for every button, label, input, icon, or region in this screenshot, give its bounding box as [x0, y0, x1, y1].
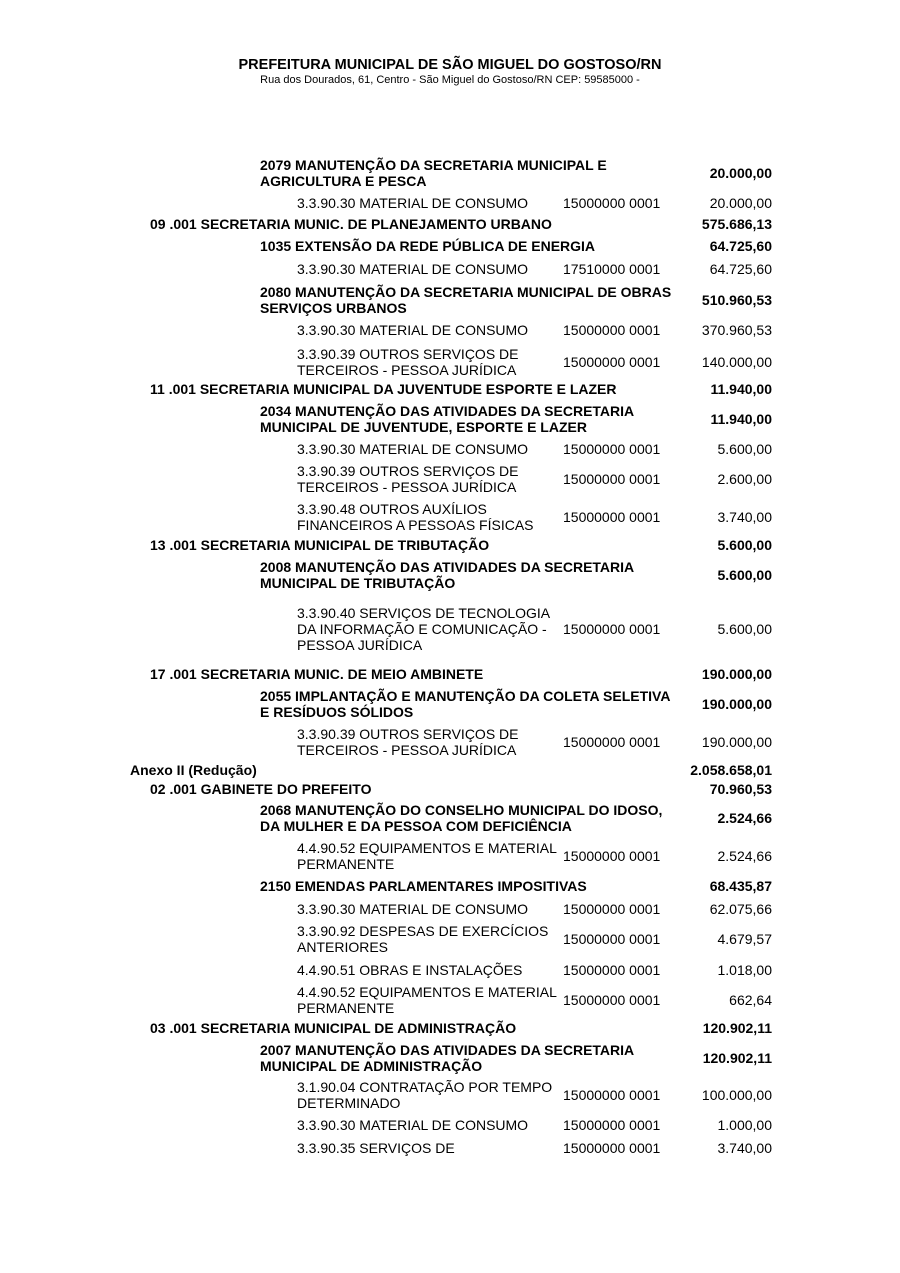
row-fonte	[563, 665, 671, 683]
table-row	[0, 321, 900, 339]
row-fonte	[563, 536, 671, 554]
row-value: 64.725,60	[709, 261, 772, 277]
row-description: 09 .001 SECRETARIA MUNIC. DE PLANEJAMENTO URBANO	[150, 216, 552, 232]
row-value: 11.940,00	[710, 411, 772, 427]
row-fonte: 15000000 0001	[563, 848, 661, 864]
table-row	[0, 237, 900, 255]
table-row	[0, 536, 900, 554]
row-value: 140.000,00	[701, 354, 772, 370]
row-fonte	[563, 686, 671, 722]
row-description: 3.3.90.30 MATERIAL DE CONSUMO	[297, 1117, 529, 1133]
table-row	[0, 961, 900, 979]
row-value: 20.000,00	[709, 195, 772, 211]
row-fonte: 15000000 0001	[563, 1087, 661, 1103]
row-fonte: 15000000 0001	[563, 1140, 661, 1156]
row-value: 100.000,00	[701, 1087, 772, 1103]
table-row	[0, 155, 900, 191]
row-value: 5.600,00	[717, 537, 772, 553]
table-row	[0, 724, 900, 760]
table-row	[0, 921, 900, 957]
table-row	[0, 838, 900, 874]
table-row	[0, 665, 900, 683]
table-row	[0, 800, 900, 836]
row-fonte: 15000000 0001	[563, 195, 661, 211]
row-value: 64.725,60	[709, 238, 772, 254]
row-fonte	[563, 282, 671, 318]
row-value: 20.000,00	[709, 165, 772, 181]
row-fonte	[563, 800, 671, 836]
row-fonte: 15000000 0001	[563, 734, 661, 750]
table-row	[0, 344, 900, 380]
table-row	[0, 440, 900, 458]
row-value: 2.524,66	[717, 848, 772, 864]
row-value: 190.000,00	[701, 666, 772, 682]
row-description: 2079 MANUTENÇÃO DA SECRETARIA MUNICIPAL E AGRICULTURA E PESCA	[260, 157, 607, 189]
row-value: 1.000,00	[717, 1117, 772, 1133]
row-value: 11.940,00	[710, 381, 772, 397]
row-value: 190.000,00	[701, 734, 772, 750]
row-value: 3.740,00	[717, 509, 772, 525]
row-fonte	[563, 1040, 671, 1076]
row-value: 2.058.658,01	[690, 762, 772, 778]
table-row	[0, 557, 900, 593]
row-fonte	[563, 780, 671, 798]
row-description: 3.3.90.30 MATERIAL DE CONSUMO	[297, 195, 529, 211]
row-fonte: 15000000 0001	[563, 931, 661, 947]
row-description: 4.4.90.51 OBRAS E INSTALAÇÕES	[297, 962, 523, 978]
row-value: 70.960,53	[709, 781, 772, 797]
row-description: 3.3.90.92 DESPESAS DE EXERCÍCIOS ANTERIORES	[297, 923, 549, 955]
row-fonte	[563, 155, 671, 191]
row-description: 3.3.90.39 OUTROS SERVIÇOS DE TERCEIROS - PESSOA JURÍDICA	[297, 726, 519, 758]
row-description: 13 .001 SECRETARIA MUNICIPAL DE TRIBUTAÇÃO	[150, 537, 490, 553]
table-row	[0, 982, 900, 1018]
row-value: 120.902,11	[702, 1050, 772, 1066]
row-value: 662,64	[729, 992, 772, 1008]
row-fonte	[563, 215, 671, 233]
row-value: 510.960,53	[701, 292, 772, 308]
row-description: 2080 MANUTENÇÃO DA SECRETARIA MUNICIPAL DE OBRAS SERVIÇOS URBANOS	[260, 284, 672, 316]
page-title: PREFEITURA MUNICIPAL DE SÃO MIGUEL DO GOSTOSO/RN	[238, 57, 662, 73]
row-description: 3.3.90.35 SERVIÇOS DE	[297, 1140, 455, 1156]
row-description: 2008 MANUTENÇÃO DAS ATIVIDADES DA SECRETARIA MUNICIPAL DE TRIBUTAÇÃO	[260, 559, 634, 591]
table-row	[0, 499, 900, 535]
row-value: 575.686,13	[701, 216, 772, 232]
table-row	[0, 761, 900, 779]
table-row	[0, 780, 900, 798]
row-description: 3.3.90.30 MATERIAL DE CONSUMO	[297, 901, 529, 917]
row-value: 5.600,00	[717, 441, 772, 457]
row-description: Anexo II (Redução)	[130, 762, 257, 778]
row-fonte: 17510000 0001	[563, 261, 661, 277]
row-value: 2.524,66	[717, 810, 772, 826]
row-fonte	[563, 237, 671, 255]
row-fonte	[563, 401, 671, 437]
row-fonte: 15000000 0001	[563, 509, 661, 525]
row-fonte: 15000000 0001	[563, 471, 661, 487]
row-value: 2.600,00	[717, 471, 772, 487]
row-description: 3.3.90.48 OUTROS AUXÍLIOS FINANCEIROS A PESSOAS FÍSICAS	[297, 501, 534, 533]
table-row	[0, 900, 900, 918]
row-fonte: 15000000 0001	[563, 1117, 661, 1133]
row-fonte: 15000000 0001	[563, 441, 661, 457]
row-value: 4.679,57	[717, 931, 772, 947]
row-description: 17 .001 SECRETARIA MUNIC. DE MEIO AMBINETE	[150, 666, 484, 682]
row-description: 3.3.90.30 MATERIAL DE CONSUMO	[297, 261, 529, 277]
table-row	[0, 401, 900, 437]
row-description: 2034 MANUTENÇÃO DAS ATIVIDADES DA SECRETARIA MUNICIPAL DE JUVENTUDE, ESPORTE E LAZER	[260, 403, 634, 435]
table-row	[0, 595, 900, 663]
row-value: 5.600,00	[717, 621, 772, 637]
row-description: 3.3.90.39 OUTROS SERVIÇOS DE TERCEIROS - PESSOA JURÍDICA	[297, 346, 519, 378]
row-fonte	[563, 1019, 671, 1037]
row-description: 2055 IMPLANTAÇÃO E MANUTENÇÃO DA COLETA SELETIVA E RESÍDUOS SÓLIDOS	[260, 688, 670, 720]
row-fonte	[563, 557, 671, 593]
row-value: 5.600,00	[717, 567, 772, 583]
row-fonte	[563, 877, 671, 895]
row-description: 3.3.90.30 MATERIAL DE CONSUMO	[297, 322, 529, 338]
row-fonte: 15000000 0001	[563, 901, 661, 917]
row-fonte	[563, 380, 671, 398]
row-description: 1035 EXTENSÃO DA REDE PÚBLICA DE ENERGIA	[260, 238, 596, 254]
row-description: 3.3.90.30 MATERIAL DE CONSUMO	[297, 441, 529, 457]
row-description: 2007 MANUTENÇÃO DAS ATIVIDADES DA SECRETARIA MUNICIPAL DE ADMINISTRAÇÃO	[260, 1042, 634, 1074]
row-fonte: 15000000 0001	[563, 621, 661, 637]
row-description: 2068 MANUTENÇÃO DO CONSELHO MUNICIPAL DO IDOSO, DA MULHER E DA PESSOA COM DEFICIÊNCIA	[260, 802, 663, 834]
row-fonte: 15000000 0001	[563, 322, 661, 338]
table-row	[0, 1019, 900, 1037]
table-row	[0, 461, 900, 497]
table-row	[0, 215, 900, 233]
row-value: 62.075,66	[709, 901, 772, 917]
row-value: 68.435,87	[709, 878, 772, 894]
table-row	[0, 1040, 900, 1076]
table-row	[0, 877, 900, 895]
row-description: 4.4.90.52 EQUIPAMENTOS E MATERIAL PERMANENTE	[297, 984, 557, 1016]
row-value: 370.960,53	[701, 322, 772, 338]
row-description: 2150 EMENDAS PARLAMENTARES IMPOSITIVAS	[260, 878, 587, 894]
row-value: 1.018,00	[717, 962, 772, 978]
row-fonte: 15000000 0001	[563, 354, 661, 370]
row-description: 4.4.90.52 EQUIPAMENTOS E MATERIAL PERMANENTE	[297, 840, 557, 872]
table-row	[0, 194, 900, 212]
table-row	[0, 686, 900, 722]
row-description: 02 .001 GABINETE DO PREFEITO	[150, 781, 372, 797]
row-value: 120.902,11	[702, 1020, 772, 1036]
row-value: 3.740,00	[717, 1140, 772, 1156]
table-row	[0, 282, 900, 318]
table-row	[0, 260, 900, 278]
table-row	[0, 380, 900, 398]
table-row	[0, 1116, 900, 1134]
row-description: 3.3.90.39 OUTROS SERVIÇOS DE TERCEIROS - PESSOA JURÍDICA	[297, 463, 519, 495]
row-description: 03 .001 SECRETARIA MUNICIPAL DE ADMINISTRAÇÃO	[150, 1020, 517, 1036]
row-description: 3.3.90.40 SERVIÇOS DE TECNOLOGIA DA INFORMAÇÃO E COMUNICAÇÃO - PESSOA JURÍDICA	[297, 605, 550, 653]
row-description: 11 .001 SECRETARIA MUNICIPAL DA JUVENTUDE ESPORTE E LAZER	[150, 381, 617, 397]
row-fonte	[563, 761, 671, 779]
row-fonte: 15000000 0001	[563, 962, 661, 978]
row-fonte: 15000000 0001	[563, 992, 661, 1008]
table-row	[0, 1077, 900, 1113]
address-line: Rua dos Dourados, 61, Centro - São Miguel do Gostoso/RN CEP: 59585000 -	[260, 74, 640, 86]
row-value: 190.000,00	[701, 696, 772, 712]
table-row	[0, 1139, 900, 1157]
row-description: 3.1.90.04 CONTRATAÇÃO POR TEMPO DETERMINADO	[297, 1079, 553, 1111]
